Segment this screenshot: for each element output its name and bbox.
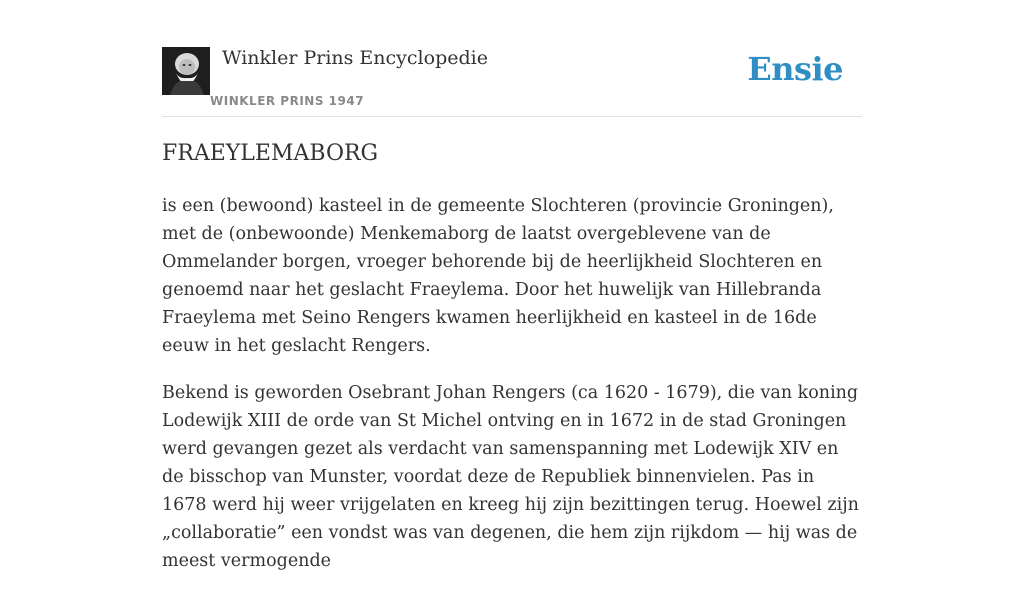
source-subtitle: WINKLER PRINS 1947 (210, 94, 365, 108)
author-avatar[interactable] (162, 47, 210, 95)
page-header (162, 40, 862, 117)
article-paragraph: Bekend is geworden Osebrant Johan Rengers (ca 1620 - 1679), die van koning Lodewijk XIII de orde van St Michel ontving en in 1672 in de stad Groningen werd gevangen gezet als verdacht van samenspanning met Lodewijk XIV en de bisschop van Munster, voordat deze de Republiek binnenvielen. Pas in 1678 werd hij weer vrijgelaten en kreeg hij zijn bezittingen terug. Hoewel zijn „collaboratie” een vondst was van degenen, die hem zijn rijkdom — hij was de meest vermogende (162, 383, 859, 571)
article-paragraph: is een (bewoond) kasteel in de gemeente Slochteren (provincie Groningen), met de (onbewoonde) Menkemaborg de laatst overgeblevene van de Ommelander borgen, vroeger behorende bij de heerlijkheid Slochteren en genoemd naar het geslacht Fraeylema. Door het huwelijk van Hillebranda Fraeylema met Seino Rengers kwamen heerlijkheid en kasteel in de 16de eeuw in het geslacht Rengers. (162, 196, 834, 356)
article-body (162, 192, 862, 594)
portrait-image (162, 47, 210, 95)
source-name-link[interactable]: Winkler Prins Encyclopedie (222, 47, 488, 69)
article-title: FRAEYLEMABORG (162, 141, 379, 166)
brand-logo-link[interactable]: Ensie (747, 50, 843, 88)
